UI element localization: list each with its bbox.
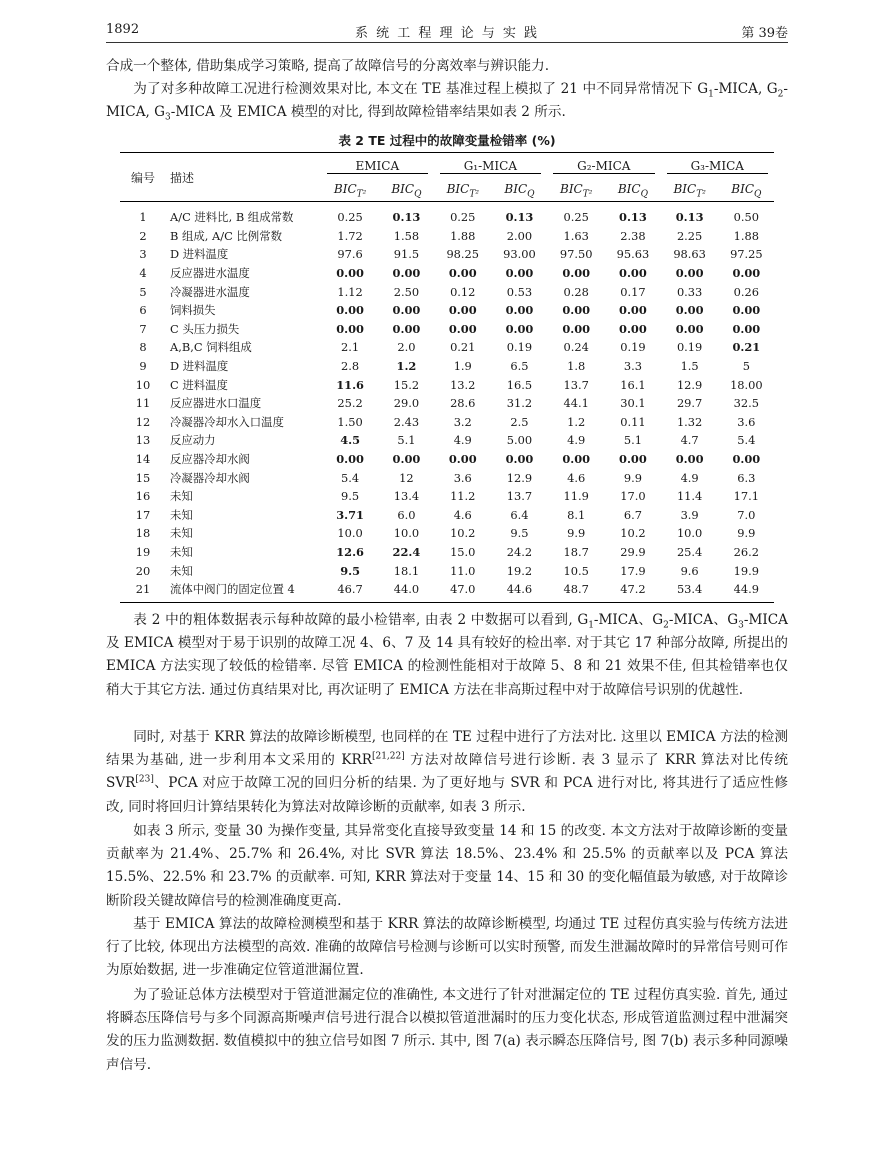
rate-cell: 18.00	[730, 377, 763, 392]
rate-cell: 0.00	[619, 303, 647, 318]
row-description: 冷凝器冷却水阀	[170, 470, 250, 485]
bic-label: BIC	[560, 182, 583, 196]
p2-sub-2: 2	[663, 620, 669, 631]
rate-cell: 2.0	[397, 340, 416, 355]
rate-cell: 13.4	[393, 489, 420, 504]
rate-cell: 44.6	[492, 580, 547, 603]
bic-label: BIC	[731, 182, 755, 196]
row-index: 3	[139, 247, 147, 262]
group-header-g1	[434, 153, 547, 178]
rate-cell: 0.17	[620, 284, 646, 299]
col-header-index: 编号	[120, 153, 166, 202]
row-index: 21	[120, 580, 166, 603]
rate-cell: 0.00	[448, 303, 477, 318]
rate-cell: 1.5	[680, 359, 699, 374]
rate-cell: 30.1	[620, 396, 646, 411]
row-index: 18	[135, 526, 151, 541]
bic-subscript: T²	[696, 189, 706, 200]
rate-cell: 95.63	[616, 247, 650, 262]
table-row	[120, 202, 774, 227]
sub-1: 1	[708, 89, 714, 100]
rate-cell: 0.00	[619, 321, 647, 336]
row-description: 未知	[170, 489, 193, 504]
rate-cell: 1.72	[337, 228, 363, 243]
rate-cell: 0.19	[506, 340, 533, 355]
paragraph-model-summary: 基于 EMICA 算法的故障检测模型和基于 KRR 算法的故障诊断模型, 均通过 TE 过程仿真实验与传统方法进行了比较, 体现出方法模型的高效. 准确的故障信号检测与诊断可以实时预警, 而发生泄漏故障时的异常信号则可作为原始数据, 进一步准确定位管道泄漏位置.	[106, 916, 788, 979]
rate-cell: 0.19	[676, 340, 703, 355]
row-description: 冷凝器冷却水入口温度	[170, 414, 284, 429]
table-row	[120, 450, 774, 469]
rate-cell: 2.8	[341, 359, 360, 374]
rate-cell: 2.00	[506, 228, 533, 243]
bic-subscript: T²	[469, 189, 479, 200]
rate-cell: 15.0	[450, 544, 476, 559]
rate-cell: 2.38	[620, 228, 646, 243]
paragraph-krr-comparison	[106, 726, 788, 819]
subheader-bic-q-1	[492, 177, 547, 202]
p3-text-a: 同时, 对基于 KRR 算法的故障诊断模型, 也同样的在 TE 过程中进行了方法对比. 这里以 EMICA 方法的检测结果为基础, 进一步利用本文采用的 KRR	[106, 729, 788, 769]
page-number: 1892	[106, 22, 140, 37]
rate-cell: 5.4	[341, 470, 360, 485]
rate-cell: 25.2	[337, 396, 363, 411]
rate-cell: 28.6	[450, 396, 476, 411]
table-row	[120, 264, 774, 283]
rate-cell: 0.21	[732, 340, 761, 355]
rate-cell: 0.28	[563, 284, 589, 299]
rate-cell: 26.2	[733, 544, 760, 559]
rate-cell: 2.5	[510, 414, 529, 429]
bic-subscript: Q	[754, 189, 762, 200]
table-row	[120, 468, 774, 487]
rate-cell: 4.9	[680, 470, 699, 485]
rate-cell: 0.13	[392, 210, 421, 225]
row-description: 冷凝器进水温度	[170, 284, 250, 299]
rate-cell: 0.00	[562, 266, 591, 281]
journal-name: 系 统 工 程 理 论 与 实 践	[354, 26, 540, 41]
rate-cell: 13.7	[506, 489, 533, 504]
group-label-g3: G₃-MICA	[667, 159, 768, 174]
rate-cell: 0.00	[505, 452, 534, 467]
rate-cell: 0.00	[675, 321, 704, 336]
rate-cell: 0.00	[392, 452, 421, 467]
row-index: 10	[135, 377, 151, 392]
row-index: 14	[135, 452, 151, 467]
rate-cell: 1.58	[393, 228, 420, 243]
bic-label: BIC	[617, 182, 641, 196]
rate-cell: 2.50	[393, 284, 420, 299]
subheader-bic-t2-2	[547, 177, 605, 202]
bic-subscript: Q	[640, 189, 648, 200]
paragraph-comparison-setup	[106, 78, 788, 124]
subheader-bic-t2-3	[661, 177, 719, 202]
p1-text-d: -MICA 及 EMICA 模型的对比, 得到故障检错率结果如表 2 所示.	[170, 104, 566, 121]
bic-subscript: T²	[582, 189, 593, 200]
results-table	[120, 152, 774, 603]
rate-cell: 18.7	[563, 544, 589, 559]
rate-cell: 0.00	[392, 321, 421, 336]
sub-2: 2	[777, 89, 784, 100]
rate-cell: 12	[399, 470, 414, 485]
row-index: 4	[139, 266, 147, 281]
row-index: 19	[135, 544, 151, 559]
rate-cell: 53.4	[661, 580, 719, 603]
bic-label: BIC	[673, 182, 697, 196]
rate-cell: 1.9	[453, 359, 472, 374]
rate-cell: 5.4	[737, 433, 756, 448]
subheader-bic-q-3	[719, 177, 774, 202]
rate-cell: 0.00	[336, 321, 364, 336]
rate-cell: 4.9	[453, 433, 472, 448]
rate-cell: 12.9	[676, 377, 703, 392]
p1-text-c: -MICA, G	[106, 81, 788, 121]
row-index: 13	[135, 433, 151, 448]
rate-cell: 1.12	[337, 284, 363, 299]
rate-cell: 9.5	[340, 563, 361, 578]
table-row	[120, 413, 774, 432]
table-row	[120, 301, 774, 320]
rate-cell: 0.53	[506, 284, 533, 299]
rate-cell: 0.00	[505, 321, 534, 336]
rate-cell: 0.19	[620, 340, 646, 355]
rate-cell: 0.25	[563, 210, 589, 225]
row-description: A,B,C 饲料组成	[170, 340, 252, 355]
rate-cell: 0.00	[562, 452, 591, 467]
rate-cell: 0.00	[619, 452, 647, 467]
row-description: 未知	[170, 507, 193, 522]
table-row	[120, 338, 774, 357]
rate-cell: 0.25	[450, 210, 476, 225]
col-header-description: 描述	[166, 153, 321, 202]
rate-cell: 11.6	[336, 377, 364, 392]
rate-cell: 0.50	[733, 210, 760, 225]
table-row	[120, 245, 774, 264]
rate-cell: 0.00	[336, 266, 364, 281]
citation-21-22: [21,22]	[371, 751, 405, 762]
rate-cell: 6.5	[510, 359, 529, 374]
group-header-g2	[547, 153, 660, 178]
bic-label: BIC	[333, 182, 357, 196]
row-description: 流体中阀门的固定位置 4	[166, 580, 321, 603]
table-row	[120, 506, 774, 525]
row-index: 17	[135, 507, 151, 522]
row-index: 12	[135, 414, 151, 429]
row-description: B 组成, A/C 比例常数	[170, 228, 282, 243]
rate-cell: 29.7	[676, 396, 703, 411]
table-body	[120, 202, 774, 603]
rate-cell: 1.88	[733, 228, 760, 243]
bic-subscript: Q	[414, 189, 422, 200]
rate-cell: 6.4	[510, 507, 529, 522]
rate-cell: 4.6	[567, 470, 586, 485]
row-index: 6	[139, 303, 147, 318]
sub-3: 3	[165, 112, 171, 123]
group-label-g2: G₂-MICA	[553, 159, 654, 174]
rate-cell: 1.2	[396, 359, 417, 374]
row-index: 1	[139, 210, 147, 225]
rate-cell: 44.1	[563, 396, 589, 411]
rate-cell: 5	[742, 359, 750, 374]
rate-cell: 7.0	[737, 507, 756, 522]
p2-text-c: -MICA、G	[668, 612, 739, 628]
rate-cell: 9.9	[737, 526, 756, 541]
table-row	[120, 431, 774, 450]
table-row	[120, 357, 774, 376]
row-index: 9	[139, 359, 147, 374]
table-row	[120, 543, 774, 562]
rate-cell: 19.9	[733, 563, 760, 578]
rate-cell: 3.6	[737, 414, 756, 429]
rate-cell: 5.1	[623, 433, 642, 448]
rate-cell: 10.2	[620, 526, 646, 541]
rate-cell: 10.5	[563, 563, 589, 578]
group-label-emica: EMICA	[327, 159, 428, 174]
rate-cell: 10.0	[337, 526, 363, 541]
paragraph-leak-localization: 为了验证总体方法模型对于管道泄漏定位的准确性, 本文进行了针对泄漏定位的 TE 过程仿真实验. 首先, 通过将瞬态压降信号与多个同源高斯噪声信号进行混合以模拟管道泄漏时的压力变化状态, 形成管道监测过程中泄漏突发的压力监测数据. 数值模拟中的独立信号如图 7 所示. 其中, 图 7(a) 表示瞬态压降信号, 图 7(b) 表示多种同源噪声信号.	[106, 987, 788, 1073]
bic-subscript: Q	[527, 189, 535, 200]
rate-cell: 0.11	[620, 414, 646, 429]
row-description: 未知	[170, 526, 193, 541]
rate-cell: 6.7	[623, 507, 642, 522]
row-index: 15	[135, 470, 151, 485]
bic-label: BIC	[446, 182, 470, 196]
row-description: C 头压力损失	[170, 321, 240, 336]
subheader-bic-t2-0	[321, 177, 379, 202]
subheader-bic-q-2	[605, 177, 660, 202]
rate-cell: 17.1	[733, 489, 760, 504]
paragraph-contribution-rates: 如表 3 所示, 变量 30 为操作变量, 其异常变化直接导致变量 14 和 15 的改变. 本文方法对于故障诊断的变量贡献率为 21.4%、25.7% 和 26.4%, 对比 SVR 算法 18.5%、23.4% 和 25.5% 的贡献率以及 PCA 算法 15.5%、22.5% 和 23.7% 的贡献率. 可知, KRR 算法对于变量 14、15 和 30 的变化幅值最为敏感, 对于故障诊断阶段关键故障信号的检测准确度更高.	[106, 823, 788, 909]
row-description: 反应器进水口温度	[170, 396, 262, 411]
rate-cell: 1.32	[676, 414, 703, 429]
row-index: 11	[135, 396, 151, 411]
rate-cell: 91.5	[393, 247, 420, 262]
rate-cell: 0.33	[676, 284, 703, 299]
row-description: 未知	[170, 544, 193, 559]
rate-cell: 5.1	[397, 433, 416, 448]
rate-cell: 17.9	[620, 563, 646, 578]
rate-cell: 19.2	[506, 563, 533, 578]
rate-cell: 0.00	[336, 452, 364, 467]
rate-cell: 25.4	[676, 544, 703, 559]
rate-cell: 0.13	[675, 210, 704, 225]
rate-cell: 0.24	[563, 340, 589, 355]
rate-cell: 0.13	[505, 210, 534, 225]
rate-cell: 0.00	[336, 303, 364, 318]
rate-cell: 3.3	[623, 359, 642, 374]
rate-cell: 10.0	[393, 526, 420, 541]
fault-detection-table	[120, 152, 774, 603]
rate-cell: 47.2	[605, 580, 660, 603]
rate-cell: 22.4	[392, 544, 421, 559]
row-description: 反应动力	[170, 433, 216, 448]
p2-text-a: 表 2 中的粗体数据表示每种故障的最小检错率, 由表 2 中数据可以看到, G	[133, 612, 589, 628]
running-header	[106, 20, 788, 43]
table-row	[120, 320, 774, 339]
rate-cell: 9.6	[680, 563, 699, 578]
rate-cell: 1.88	[450, 228, 476, 243]
rate-cell: 29.9	[620, 544, 646, 559]
rate-cell: 17.0	[620, 489, 646, 504]
rate-cell: 13.2	[450, 377, 476, 392]
rate-cell: 44.0	[379, 580, 433, 603]
row-description: 饲料损失	[170, 303, 216, 318]
rate-cell: 97.6	[337, 247, 363, 262]
rate-cell: 0.00	[732, 303, 761, 318]
rate-cell: 3.2	[453, 414, 472, 429]
table-row	[120, 375, 774, 394]
volume-label: 第 39卷	[741, 26, 788, 41]
rate-cell: 32.5	[733, 396, 760, 411]
rate-cell: 0.25	[337, 210, 363, 225]
rate-cell: 9.5	[510, 526, 529, 541]
rate-cell: 4.5	[340, 433, 361, 448]
row-description: C 进料温度	[170, 377, 228, 392]
row-index: 8	[139, 340, 147, 355]
subheader-bic-t2-1	[434, 177, 492, 202]
rate-cell: 0.12	[450, 284, 476, 299]
rate-cell: 0.00	[619, 266, 647, 281]
subheader-bic-q-0	[379, 177, 433, 202]
row-index: 16	[135, 489, 151, 504]
p3-text-c: 、PCA 对应于故障工况的回归分析的结果. 为了更好地与 SVR 和 PCA 进行对比, 将其进行了适应性修改, 同时将回归计算结果转化为算法对故障诊断的贡献率, 如表 3 所示.	[106, 775, 788, 815]
group-label-g1: G₁-MICA	[440, 159, 541, 174]
rate-cell: 15.2	[393, 377, 420, 392]
rate-cell: 1.2	[567, 414, 586, 429]
row-index: 20	[135, 563, 151, 578]
rate-cell: 16.1	[620, 377, 646, 392]
rate-cell: 24.2	[506, 544, 533, 559]
rate-cell: 11.4	[676, 489, 703, 504]
bic-label: BIC	[504, 182, 528, 196]
paragraph-intro-end: 合成一个整体, 借助集成学习策略, 提高了故障信号的分离效率与辨识能力.	[106, 58, 550, 74]
rate-cell: 6.3	[737, 470, 756, 485]
row-description: D 进料温度	[170, 359, 229, 374]
rate-cell: 0.00	[675, 303, 704, 318]
bic-label: BIC	[391, 182, 415, 196]
rate-cell: 97.25	[730, 247, 763, 262]
group-header-emica	[321, 153, 434, 178]
p2-text-b: -MICA、G	[593, 612, 664, 628]
rate-cell: 9.5	[341, 489, 360, 504]
rate-cell: 1.63	[563, 228, 589, 243]
rate-cell: 44.9	[719, 580, 774, 603]
paragraph-table-analysis	[106, 609, 788, 702]
table-row	[120, 487, 774, 506]
rate-cell: 0.00	[675, 266, 704, 281]
rate-cell: 4.9	[567, 433, 586, 448]
row-description: 未知	[170, 563, 193, 578]
rate-cell: 0.00	[505, 266, 534, 281]
rate-cell: 98.25	[446, 247, 480, 262]
p2-text-d: -MICA 及 EMICA 模型对于易于识别的故障工况 4、6、7 及 14 具有较好的检出率. 对于其它 17 种部分故障, 所提出的 EMICA 方法实现了较低的检错率. 尽管 EMICA 的检测性能相对于故障 5、8 和 21 效果不佳, 但其检错率也仅稍大于其它方法. 通过仿真结果对比, 再次证明了 EMICA 方法在非高斯过程中对于故障信号识别的优越性.	[106, 612, 788, 698]
rate-cell: 13.7	[563, 377, 589, 392]
rate-cell: 4.6	[453, 507, 472, 522]
p1-text-b: -MICA, G	[713, 81, 778, 97]
rate-cell: 12.9	[506, 470, 533, 485]
rate-cell: 0.00	[448, 321, 477, 336]
rate-cell: 10.2	[450, 526, 476, 541]
p3-text-b: 方法对故障信号进行诊断. 表 3 显示了 KRR 算法对比传统 SVR	[106, 752, 788, 792]
rate-cell: 9.9	[567, 526, 586, 541]
rate-cell: 0.13	[619, 210, 647, 225]
rate-cell: 0.26	[733, 284, 760, 299]
rate-cell: 1.8	[567, 359, 586, 374]
rate-cell: 2.25	[676, 228, 703, 243]
table-row	[120, 561, 774, 580]
table-row	[120, 227, 774, 246]
rate-cell: 48.7	[547, 580, 605, 603]
row-description: 反应器进水温度	[170, 266, 250, 281]
row-description: A/C 进料比, B 组成常数	[170, 210, 294, 225]
rate-cell: 4.7	[680, 433, 699, 448]
row-index: 5	[139, 284, 147, 299]
table-row	[120, 580, 774, 603]
rate-cell: 10.0	[676, 526, 703, 541]
table-caption: 表 2 TE 过程中的故障变量检错率 (%)	[338, 133, 556, 148]
table-row	[120, 282, 774, 301]
rate-cell: 93.00	[503, 247, 536, 262]
rate-cell: 0.00	[562, 303, 591, 318]
rate-cell: 11.2	[450, 489, 476, 504]
rate-cell: 9.9	[623, 470, 642, 485]
rate-cell: 8.1	[567, 507, 586, 522]
row-description: 反应器冷却水阀	[170, 452, 250, 467]
rate-cell: 18.1	[393, 563, 420, 578]
rate-cell: 0.00	[392, 266, 421, 281]
table-row	[120, 394, 774, 413]
rate-cell: 47.0	[434, 580, 492, 603]
row-index: 2	[139, 228, 147, 243]
table-row	[120, 524, 774, 543]
rate-cell: 3.6	[453, 470, 472, 485]
rate-cell: 0.00	[448, 452, 477, 467]
rate-cell: 0.00	[732, 266, 761, 281]
rate-cell: 0.00	[562, 321, 591, 336]
rate-cell: 11.0	[450, 563, 476, 578]
p2-sub-3: 3	[738, 620, 744, 631]
rate-cell: 3.71	[336, 507, 364, 522]
rate-cell: 31.2	[506, 396, 533, 411]
rate-cell: 12.6	[336, 544, 364, 559]
rate-cell: 6.0	[397, 507, 416, 522]
rate-cell: 0.00	[392, 303, 421, 318]
rate-cell: 0.21	[450, 340, 476, 355]
row-description: D 进料温度	[170, 247, 229, 262]
rate-cell: 0.00	[505, 303, 534, 318]
rate-cell: 97.50	[559, 247, 593, 262]
rate-cell: 2.43	[393, 414, 420, 429]
p1-text-a: 为了对多种故障工况进行检测效果对比, 本文在 TE 基准过程上模拟了 21 中不同异常情况下 G	[133, 81, 709, 97]
rate-cell: 98.63	[673, 247, 706, 262]
row-index: 7	[139, 321, 147, 336]
rate-cell: 11.9	[563, 489, 589, 504]
rate-cell: 16.5	[506, 377, 533, 392]
group-header-g3	[661, 153, 774, 178]
rate-cell: 0.00	[675, 452, 704, 467]
rate-cell: 3.9	[680, 507, 699, 522]
rate-cell: 0.00	[448, 266, 477, 281]
rate-cell: 5.00	[506, 433, 533, 448]
rate-cell: 0.00	[732, 321, 761, 336]
rate-cell: 1.50	[337, 414, 363, 429]
rate-cell: 2.1	[341, 340, 360, 355]
bic-subscript: T²	[356, 189, 367, 200]
citation-23: [23]	[135, 774, 154, 785]
rate-cell: 29.0	[393, 396, 420, 411]
rate-cell: 0.00	[732, 452, 761, 467]
rate-cell: 46.7	[321, 580, 379, 603]
p2-sub-1: 1	[588, 620, 594, 631]
